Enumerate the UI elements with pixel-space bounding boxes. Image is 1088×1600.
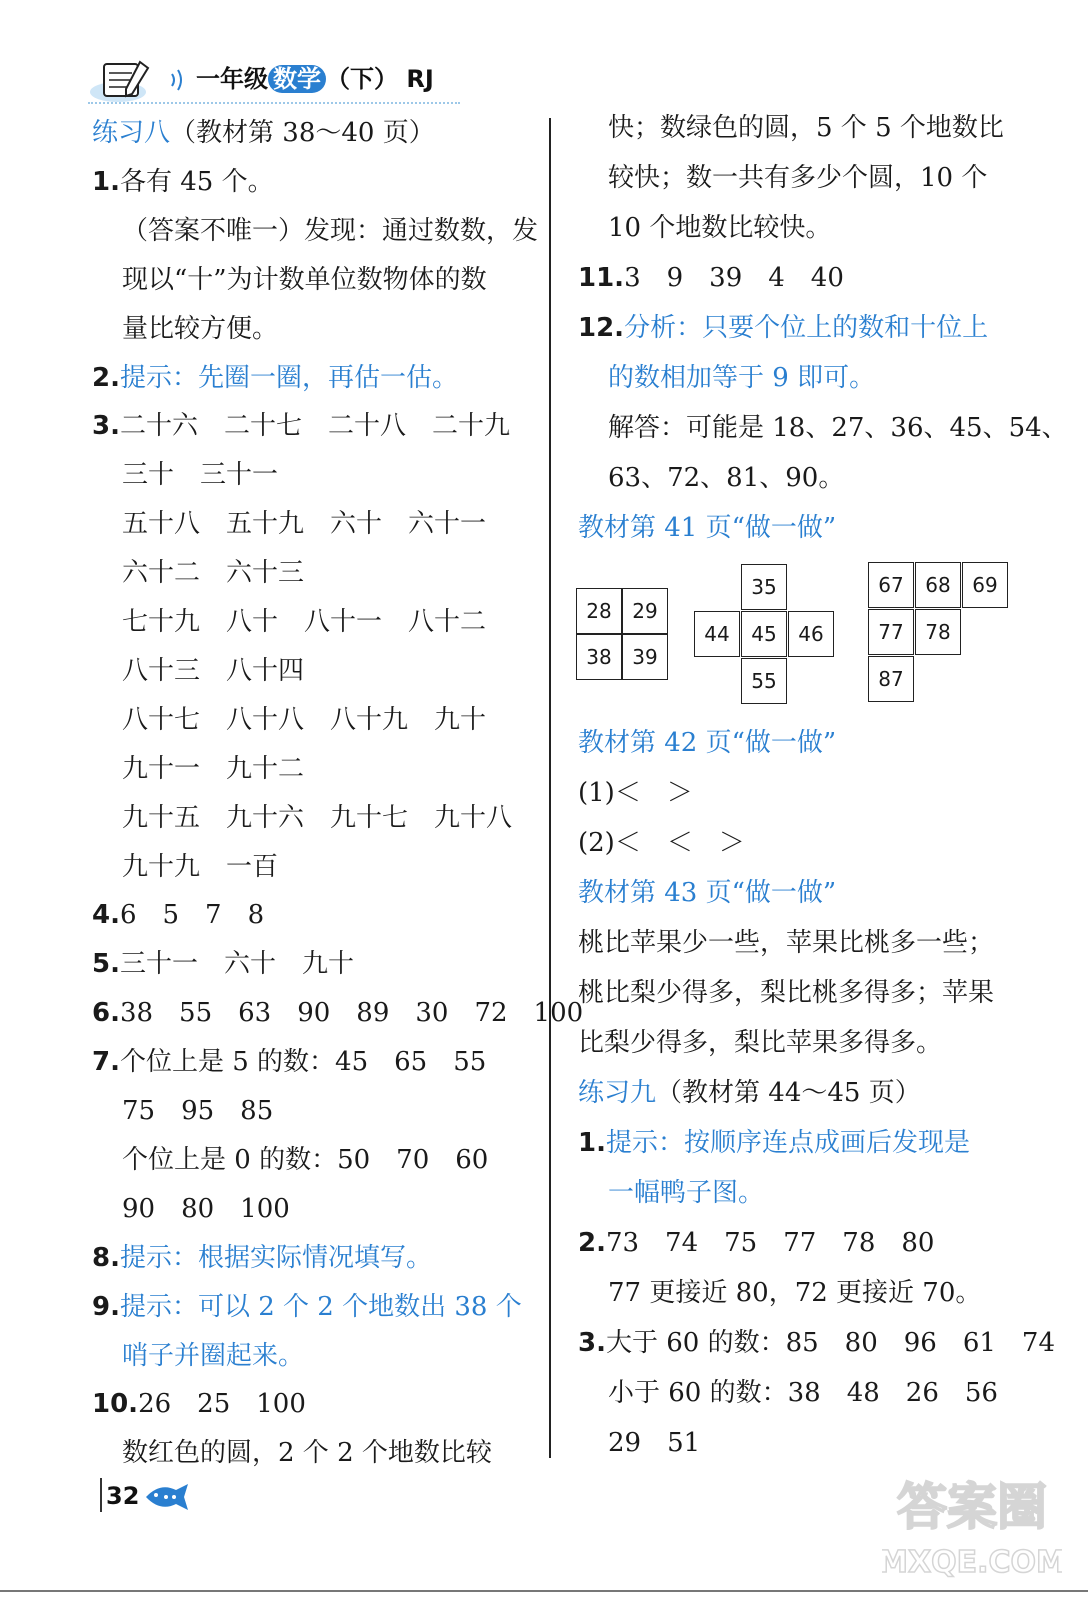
column-divider <box>549 118 551 1458</box>
line-text: 快；数绿色的圆，5 个 5 个地数比 <box>608 113 1004 143</box>
section-heading <box>578 513 836 543</box>
answer-line <box>608 163 987 193</box>
answer-line <box>122 509 486 539</box>
answer-line <box>608 463 844 493</box>
item-number: 11. <box>578 263 625 293</box>
answer-line <box>122 1194 290 1224</box>
grid-cell: 29 <box>622 588 668 634</box>
answer-line <box>122 852 278 882</box>
grid-cell: 55 <box>741 658 787 704</box>
line-text: 三十 三十一 <box>122 460 279 491</box>
line-text: 6 5 7 8 <box>119 900 265 931</box>
volume-label: （下） <box>326 65 398 93</box>
grid-cell: 45 <box>741 611 787 657</box>
line-text: 个位上是 0 的数：50 70 60 <box>122 1144 489 1175</box>
section-page-range: （教材第 38～40 页） <box>170 118 435 148</box>
answer-line <box>92 1292 522 1322</box>
answer-line <box>578 928 994 958</box>
grid-cell: 44 <box>694 611 740 657</box>
answer-line <box>578 1328 1055 1358</box>
answer-line <box>122 656 304 686</box>
answer-line <box>122 754 304 784</box>
item-number: 3. <box>92 411 120 442</box>
line-text: 三十一 六十 九十 <box>119 949 354 980</box>
section-heading <box>92 118 435 148</box>
grid-cell: 39 <box>622 634 668 680</box>
answer-line <box>92 411 510 441</box>
item-number: 2. <box>578 1228 606 1258</box>
subject-label: 数学 <box>268 65 326 93</box>
answer-line <box>578 313 988 343</box>
fish-icon <box>144 1482 190 1512</box>
grade-label: 一年级 <box>196 65 268 93</box>
header-rule <box>88 102 460 104</box>
answer-line <box>92 1243 432 1273</box>
line-text: 77 更接近 80，72 更接近 70。 <box>608 1278 982 1308</box>
line-text: 五十八 五十九 六十 六十一 <box>122 509 487 540</box>
answer-line <box>92 900 264 930</box>
answer-line <box>122 265 487 295</box>
grid-cell: 28 <box>576 588 622 634</box>
line-text: 26 25 100 <box>138 1389 306 1420</box>
item-number: 5. <box>92 949 120 980</box>
grid-cell: 38 <box>576 634 622 680</box>
line-text: 九十九 一百 <box>122 851 279 882</box>
answer-line <box>122 460 278 490</box>
answer-line <box>122 216 538 246</box>
footer-rule <box>100 1478 102 1512</box>
answer-line <box>92 363 458 393</box>
answer-line <box>578 778 693 808</box>
line-text: 七十九 八十 八十一 八十二 <box>122 607 487 637</box>
line-text: 一幅鸭子图。 <box>608 1178 765 1208</box>
line-text: （答案不唯一）发现：通过数数，发 <box>122 215 539 246</box>
line-text: 分析：只要个位上的数和十位上 <box>624 313 989 343</box>
answer-line <box>122 1145 488 1175</box>
line-text: 教材第 41 页“做一做” <box>578 513 837 543</box>
svg-text:MXQE.COM: MXQE.COM <box>882 1545 1062 1580</box>
answer-line <box>608 1378 998 1408</box>
line-text: 较快；数一共有多少个圆，10 个 <box>608 163 988 193</box>
item-number: 3. <box>578 1328 606 1358</box>
answer-line <box>578 978 994 1008</box>
line-text: 63、72、81、90。 <box>608 463 845 493</box>
grid-cell: 68 <box>915 562 961 608</box>
item-number: 4. <box>92 900 120 931</box>
section-heading <box>578 728 836 758</box>
svg-text:答案圈: 答案圈 <box>897 1478 1047 1536</box>
line-text: 桃比梨少得多，梨比桃多得多；苹果 <box>578 978 995 1008</box>
grid-cell: 67 <box>868 562 914 608</box>
line-text: 小于 60 的数：38 48 26 56 <box>608 1378 998 1408</box>
watermark-logo <box>882 1468 1062 1588</box>
grid-cell: 78 <box>915 609 961 655</box>
answer-line <box>608 413 1068 443</box>
answer-line <box>608 1178 764 1208</box>
answer-line <box>122 1096 273 1126</box>
line-text: 练习九 <box>578 1078 657 1108</box>
line-text: 90 80 100 <box>122 1193 290 1224</box>
item-number: 2. <box>92 362 120 393</box>
line-text: 数红色的圆，2 个 2 个地数比较 <box>122 1438 492 1469</box>
answer-line <box>92 1047 486 1077</box>
bottom-rule <box>0 1590 1088 1592</box>
item-number: 8. <box>92 1242 120 1273</box>
line-text: 的数相加等于 9 即可。 <box>608 363 876 393</box>
answer-line <box>608 213 831 243</box>
answer-line <box>578 1028 942 1058</box>
answer-line <box>122 607 486 637</box>
item-number: 1. <box>578 1128 606 1158</box>
answer-line <box>122 558 304 588</box>
line-text: 九十一 九十二 <box>122 753 305 784</box>
section-heading <box>578 1078 921 1108</box>
line-text: 提示：先圈一圈，再估一估。 <box>119 362 458 393</box>
line-text: 八十三 八十四 <box>122 655 305 686</box>
edition-label: RJ <box>406 65 434 93</box>
answer-line <box>92 949 354 979</box>
answer-line <box>92 167 274 197</box>
line-text: 九十五 九十六 九十七 九十八 <box>122 802 513 833</box>
line-text: 八十七 八十八 八十九 九十 <box>122 704 487 735</box>
line-text: 练习八 <box>92 118 171 148</box>
grid-cell: 77 <box>868 609 914 655</box>
line-text: 75 95 85 <box>122 1096 274 1126</box>
line-text: 量比较方便。 <box>122 313 279 344</box>
line-text: 现以“十”为计数单位数物体的数 <box>122 264 487 295</box>
answer-line <box>122 1341 304 1371</box>
book-title <box>196 64 434 94</box>
answer-line <box>608 1428 700 1458</box>
line-text: 提示：可以 2 个 2 个地数出 38 个 <box>119 1291 522 1322</box>
line-text: (1)＜ ＞ <box>578 778 693 808</box>
line-text: 10 个地数比较快。 <box>608 213 832 243</box>
line-text: 二十六 二十七 二十八 二十九 <box>119 411 510 442</box>
page-number: 32 <box>106 1482 140 1510</box>
item-number: 1. <box>92 166 120 197</box>
answer-line <box>92 998 583 1028</box>
line-text: 73 74 75 77 78 80 <box>605 1228 935 1258</box>
line-text: 3 9 39 4 40 <box>624 263 844 293</box>
line-text: 桃比苹果少一些，苹果比桃多一些； <box>578 928 995 958</box>
line-text: 大于 60 的数：85 80 96 61 74 <box>605 1328 1056 1358</box>
line-text: 教材第 42 页“做一做” <box>578 728 837 758</box>
answer-line <box>608 113 1004 143</box>
line-text: 提示：按顺序连点成画后发现是 <box>605 1128 970 1158</box>
item-number: 9. <box>92 1291 120 1322</box>
line-text: 各有 45 个。 <box>119 166 274 197</box>
item-number: 12. <box>578 313 625 343</box>
answer-line <box>608 363 875 393</box>
line-text: 解答：可能是 18、27、36、45、54、 <box>608 413 1068 443</box>
item-number: 7. <box>92 1047 120 1078</box>
grid-cell: 35 <box>741 564 787 610</box>
line-text: 哨子并圈起来。 <box>122 1340 305 1371</box>
answer-line <box>578 263 844 293</box>
answer-line <box>608 1278 981 1308</box>
section-page-range: （教材第 44～45 页） <box>656 1078 921 1108</box>
line-text: 29 51 <box>608 1428 701 1458</box>
line-text: 六十二 六十三 <box>122 558 305 589</box>
answer-line <box>92 1389 306 1419</box>
notebook-pencil-icon <box>88 58 188 104</box>
answer-line <box>122 1438 492 1468</box>
section-heading <box>578 878 836 908</box>
item-number: 10. <box>92 1389 139 1420</box>
line-text: 提示：根据实际情况填写。 <box>119 1242 432 1273</box>
line-text: (2)＜ ＜ ＞ <box>578 828 745 858</box>
grid-cell: 46 <box>788 611 834 657</box>
answer-line <box>122 705 486 735</box>
answer-line <box>578 828 745 858</box>
answer-line <box>122 314 278 344</box>
line-text: 38 55 63 90 89 30 72 100 <box>119 998 584 1029</box>
line-text: 比梨少得多，梨比苹果多得多。 <box>578 1028 943 1058</box>
answer-line <box>122 803 512 833</box>
grid-cell: 69 <box>962 562 1008 608</box>
answer-line <box>578 1128 970 1158</box>
line-text: 个位上是 5 的数：45 65 55 <box>119 1047 487 1078</box>
grid-cell: 87 <box>868 656 914 702</box>
line-text: 教材第 43 页“做一做” <box>578 878 837 908</box>
answer-line <box>578 1228 934 1258</box>
item-number: 6. <box>92 998 120 1029</box>
